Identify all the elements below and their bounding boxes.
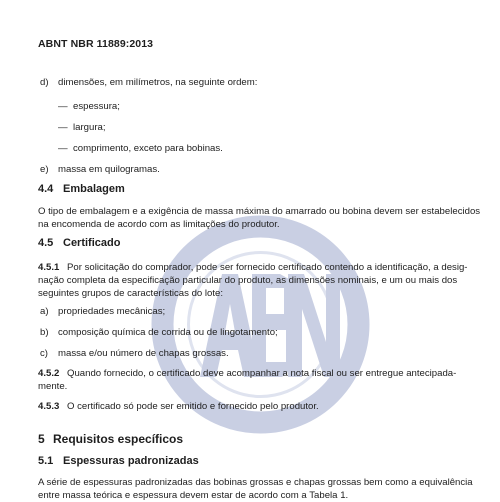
dash-mark: — xyxy=(58,143,68,154)
list-label-c: c) xyxy=(40,348,48,359)
list-text-c: massa e/ou número de chapas grossas. xyxy=(58,348,229,359)
list-label-e: e) xyxy=(40,164,49,175)
dash-mark: — xyxy=(58,101,68,112)
list-label-b: b) xyxy=(40,327,49,338)
paragraph-line: seguintes grupos de características do lote: xyxy=(38,288,224,299)
section-number-5: 5 xyxy=(38,432,45,446)
section-title-4-5: Certificado xyxy=(63,237,121,249)
list-text-b: composição química de corrida ou de lingotamento; xyxy=(58,327,278,338)
section-number-4-5: 4.5 xyxy=(38,237,54,249)
list-label-a: a) xyxy=(40,306,49,317)
list-text-a: propriedades mecânicas; xyxy=(58,306,166,317)
list-label-d: d) xyxy=(40,77,49,88)
document-header: ABNT NBR 11889:2013 xyxy=(38,38,154,50)
paragraph-line: Por solicitação do comprador, pode ser fornecido certificado contendo a identificação, a desig- xyxy=(67,262,468,273)
section-title-5-1: Espessuras padronizadas xyxy=(63,455,199,467)
section-title-4-4: Embalagem xyxy=(63,183,125,195)
section-number-4-4: 4.4 xyxy=(38,183,54,195)
clause-number-4-5-3: 4.5.3 xyxy=(38,401,60,412)
paragraph-line: O certificado só pode ser emitido e fornecido pelo produtor. xyxy=(67,401,319,412)
paragraph-line: O tipo de embalagem e a exigência de massa máxima do amarrado ou bobina devem ser estabelecidos xyxy=(38,206,481,217)
list-text-d: dimensões, em milímetros, na seguinte ordem: xyxy=(58,77,258,88)
list-text-e: massa em quilogramas. xyxy=(58,164,160,175)
dash-item-largura: largura; xyxy=(73,122,106,133)
clause-number-4-5-2: 4.5.2 xyxy=(38,368,60,379)
clause-number-4-5-1: 4.5.1 xyxy=(38,262,60,273)
paragraph-line: Quando fornecido, o certificado deve acompanhar a nota fiscal ou ser entregue antecipada- xyxy=(67,368,457,379)
paragraph-line: A série de espessuras padronizadas das bobinas grossas e chapas grossas bem como a equivalência xyxy=(38,477,473,488)
paragraph-line: nação completa da especificação particular do produto, as dimensões nominais, e um ou mais dos xyxy=(38,275,458,286)
dash-item-comprimento: comprimento, exceto para bobinas. xyxy=(73,143,223,154)
paragraph-line: entre massa teórica e espessura devem estar de acordo com a Tabela 1. xyxy=(38,490,349,501)
section-number-5-1: 5.1 xyxy=(38,455,54,467)
paragraph-line: na encomenda de acordo com as limitações do produtor. xyxy=(38,219,280,230)
dash-item-espessura: espessura; xyxy=(73,101,120,112)
dash-mark: — xyxy=(58,122,68,133)
section-title-5: Requisitos específicos xyxy=(53,432,184,446)
paragraph-line: mente. xyxy=(38,381,68,392)
